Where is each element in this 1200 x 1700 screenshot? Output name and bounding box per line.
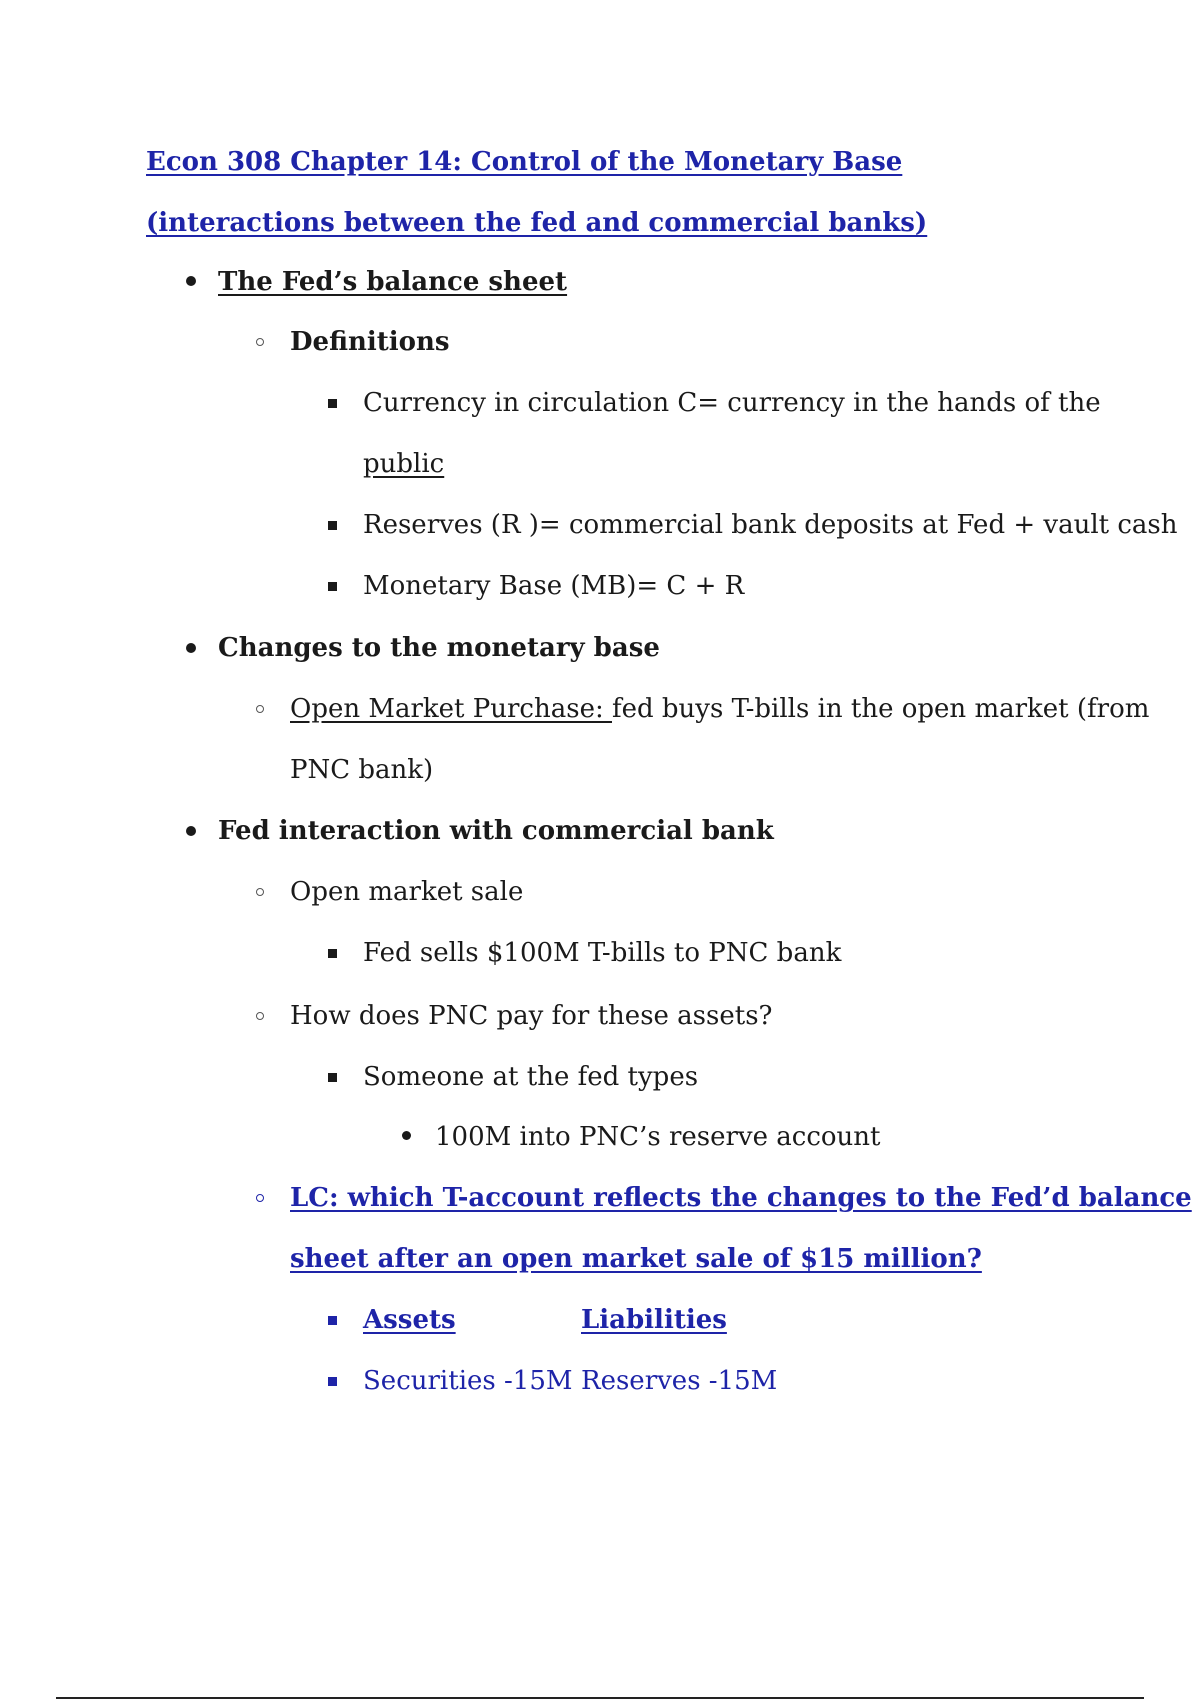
definition-currency-continued: public (363, 449, 445, 479)
bullet-square-icon (328, 949, 337, 958)
bullet-disc-icon (186, 826, 196, 836)
t-account-securities: Securities -15M (363, 1366, 573, 1396)
section-heading-balance-sheet: The Fed’s balance sheet (218, 267, 568, 297)
bullet-circle-icon (256, 338, 264, 346)
omp-text: fed buys T-bills in the open market (from (612, 694, 1150, 724)
bullet-circle-icon (256, 1012, 264, 1020)
bullet-square-icon (328, 1377, 337, 1386)
bullet-square-icon (328, 582, 337, 591)
bullet-disc-icon (402, 1131, 411, 1140)
into-reserve-account: 100M into PNC’s reserve account (435, 1122, 881, 1152)
lc-question-continued: sheet after an open market sale of $15 million? (290, 1244, 982, 1274)
bullet-circle-icon (256, 888, 264, 896)
open-market-sale: Open market sale (290, 877, 524, 907)
page-bottom-divider (56, 1697, 1144, 1699)
bullet-circle-icon (256, 1194, 264, 1202)
someone-at-fed: Someone at the fed types (363, 1062, 699, 1092)
question-pnc-pay: How does PNC pay for these assets? (290, 1001, 773, 1031)
section-heading-changes: Changes to the monetary base (218, 633, 660, 663)
definition-reserves: Reserves (R )= commercial bank deposits at Fed + vault cash (363, 510, 1178, 540)
bullet-square-icon (328, 521, 337, 530)
bullet-square-icon (328, 1316, 337, 1325)
fed-sells-detail: Fed sells $100M T-bills to PNC bank (363, 938, 842, 968)
bullet-square-icon (328, 399, 337, 408)
bullet-circle-icon (256, 705, 264, 713)
section-heading-interaction: Fed interaction with commercial bank (218, 816, 774, 846)
bullet-square-icon (328, 1073, 337, 1082)
t-account-assets-header: Assets (363, 1305, 456, 1335)
bullet-disc-icon (186, 643, 196, 653)
open-market-purchase (290, 689, 1149, 729)
page-title: Econ 308 Chapter 14: Control of the Monetary Base (interactions between the fed and commercial banks) (146, 147, 928, 238)
t-account-liabilities-header: Liabilities (581, 1305, 727, 1335)
lc-question: LC: which T-account reflects the changes to the Fed’d balance (290, 1183, 1192, 1213)
definition-currency: Currency in circulation C= currency in the hands of the (363, 388, 1101, 418)
definition-monetary-base: Monetary Base (MB)= C + R (363, 571, 745, 601)
definitions-label: Definitions (290, 327, 450, 357)
bullet-disc-icon (186, 276, 196, 286)
omp-text-continued: PNC bank) (290, 755, 434, 785)
t-account-reserves: Reserves -15M (581, 1366, 778, 1396)
omp-label: Open Market Purchase: (290, 694, 612, 724)
